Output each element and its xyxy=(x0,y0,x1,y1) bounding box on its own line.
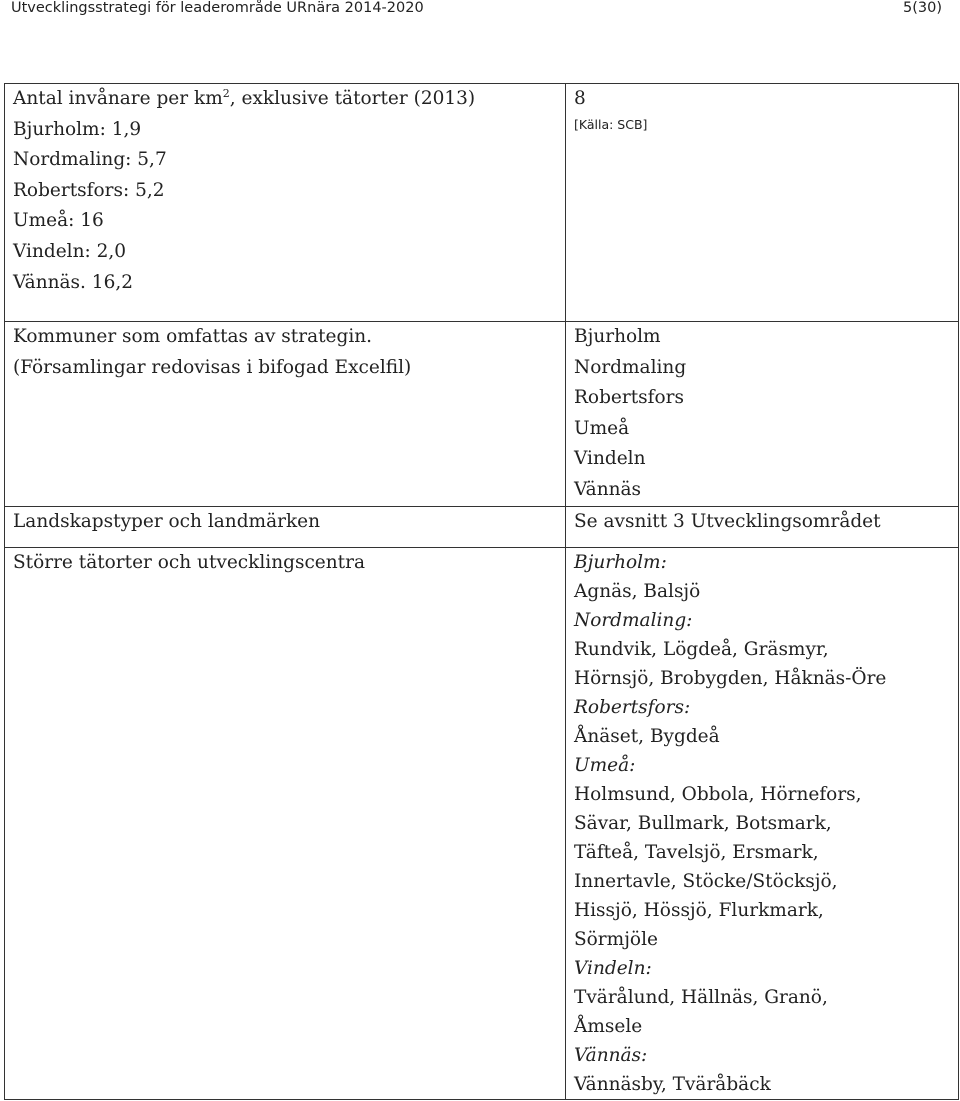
region-places-line: Rundvik, Lögdeå, Gräsmyr, xyxy=(574,638,829,660)
municipality-item: Robertsfors xyxy=(574,387,684,409)
density-item: Bjurholm: 1,9 xyxy=(13,118,142,140)
region-name: Robertsfors: xyxy=(574,696,691,718)
density-label: Antal invånare per $km^2$, exklusive tätorter (2013) xyxy=(13,86,476,109)
density-item: Vindeln: 2,0 xyxy=(13,240,127,262)
region-places-line: Holmsund, Obbola, Hörnefors, xyxy=(574,783,862,805)
page-number: 5(30) xyxy=(903,0,942,16)
region-places-line: Täfteå, Tavelsjö, Ersmark, xyxy=(574,841,819,863)
density-value: 8 xyxy=(574,88,586,109)
municipalities-label: Kommuner som omfattas av strategin. xyxy=(13,326,373,347)
region-name: Bjurholm: xyxy=(574,551,667,573)
density-item: Vännäs. 16,2 xyxy=(13,271,133,293)
region-places-line: Åmsele xyxy=(574,1015,643,1037)
region-name: Vännäs: xyxy=(574,1044,648,1066)
region-umea xyxy=(574,751,952,954)
region-vannas xyxy=(574,1041,952,1099)
region-places-line: Agnäs, Balsjö xyxy=(574,580,701,602)
density-item: Umeå: 16 xyxy=(13,210,104,232)
density-item: Robertsfors: 5,2 xyxy=(13,179,165,201)
municipality-item: Umeå xyxy=(574,417,630,439)
table-row-centres xyxy=(5,547,959,1099)
region-vindeln xyxy=(574,954,952,1041)
region-robertsfors xyxy=(574,693,952,751)
landscape-label-cell xyxy=(5,506,566,547)
landscape-value: Se avsnitt 3 Utvecklingsområdet xyxy=(574,510,881,532)
landscape-value-cell xyxy=(566,506,959,547)
table-row-landscape xyxy=(5,506,959,547)
region-places-line: Sävar, Bullmark, Botsmark, xyxy=(574,812,832,834)
region-places-line: Sörmjöle xyxy=(574,928,658,950)
density-item: Nordmaling: 5,7 xyxy=(13,149,167,171)
table-row-density xyxy=(5,84,959,322)
municipalities-list-cell xyxy=(566,322,959,507)
region-name: Vindeln: xyxy=(574,957,652,979)
centres-label: Större tätorter och utvecklingscentra xyxy=(13,551,365,573)
region-places-line: Hörnsjö, Brobygden, Håknäs-Öre xyxy=(574,667,887,689)
info-table xyxy=(4,83,959,1100)
density-source: [Källa: SCB] xyxy=(574,116,648,132)
centres-label-cell xyxy=(5,547,566,1099)
municipality-item: Bjurholm xyxy=(574,326,661,347)
region-name: Nordmaling: xyxy=(574,609,693,631)
density-label-cell xyxy=(5,84,566,322)
municipality-item: Nordmaling xyxy=(574,356,687,378)
municipality-item: Vännäs xyxy=(574,478,642,500)
region-nordmaling xyxy=(574,606,952,693)
region-name: Umeå: xyxy=(574,754,636,776)
centres-list-cell xyxy=(566,547,959,1099)
municipality-item: Vindeln xyxy=(574,448,646,470)
region-places-line: Vännäsby, Tväråbäck xyxy=(574,1073,771,1095)
page-header xyxy=(0,0,960,40)
municipalities-label-cell xyxy=(5,322,566,507)
region-places-line: Tvärålund, Hällnäs, Granö, xyxy=(574,986,828,1008)
region-bjurholm xyxy=(574,548,952,606)
municipalities-note: (Församlingar redovisas i bifogad Excelfil) xyxy=(13,356,412,378)
landscape-label: Landskapstyper och landmärken xyxy=(13,510,321,532)
table-row-municipalities xyxy=(5,322,959,507)
density-value-cell xyxy=(566,84,959,322)
document-title: Utvecklingsstrategi för leaderområde URnära 2014-2020 xyxy=(11,0,424,16)
region-places-line: Innertavle, Stöcke/Stöcksjö, xyxy=(574,870,838,892)
region-places-line: Hissjö, Hössjö, Flurkmark, xyxy=(574,899,824,921)
region-places-line: Ånäset, Bygdeå xyxy=(574,725,720,747)
